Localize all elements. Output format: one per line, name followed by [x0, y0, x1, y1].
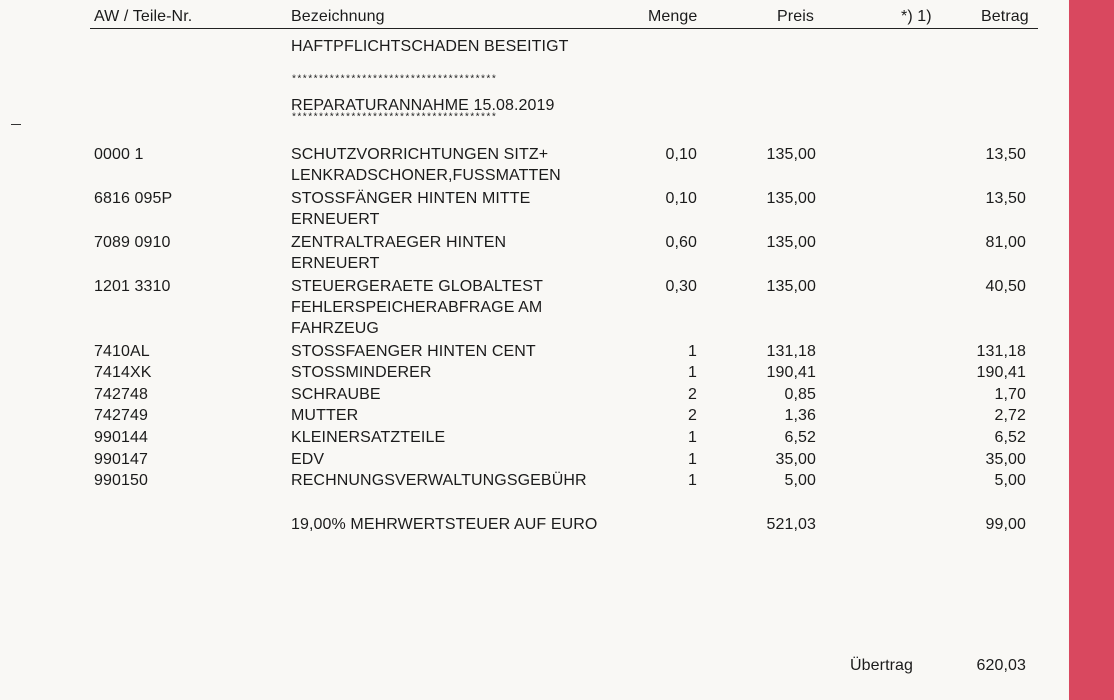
item-amount: 190,41: [976, 364, 1026, 381]
item-code: 7410AL: [94, 343, 150, 360]
item-code: 1201 3310: [94, 278, 171, 295]
header-description: Bezeichnung: [291, 8, 385, 25]
intro-line-1: HAFTPFLICHTSCHADEN BESEITIGT: [291, 38, 569, 55]
intro-stars-top: **************************************: [291, 75, 497, 86]
item-code: 990150: [94, 472, 148, 489]
tax-amount: 99,00: [985, 516, 1026, 533]
header-amount: Betrag: [981, 8, 1029, 25]
item-description-line-2: FEHLERSPEICHERABFRAGE AM: [291, 299, 543, 316]
item-price: 35,00: [775, 451, 816, 468]
item-quantity: 1: [688, 429, 697, 446]
item-price: 135,00: [766, 146, 816, 163]
intro-stars-bottom: **************************************: [291, 113, 497, 124]
item-price: 1,36: [784, 407, 816, 424]
item-description-line-1: MUTTER: [291, 407, 359, 424]
item-quantity: 2: [688, 386, 697, 403]
item-quantity: 1: [688, 364, 697, 381]
item-description-line-1: SCHRAUBE: [291, 386, 381, 403]
item-quantity: 0,10: [665, 190, 697, 207]
item-price: 5,00: [784, 472, 816, 489]
item-quantity: 0,60: [665, 234, 697, 251]
item-code: 7089 0910: [94, 234, 171, 251]
item-price: 135,00: [766, 234, 816, 251]
item-amount: 13,50: [985, 190, 1026, 207]
item-quantity: 0,10: [665, 146, 697, 163]
item-quantity: 1: [688, 451, 697, 468]
item-description-line-1: STOSSMINDERER: [291, 364, 432, 381]
item-price: 135,00: [766, 278, 816, 295]
item-price: 0,85: [784, 386, 816, 403]
header-mark: *) 1): [901, 8, 932, 25]
item-price: 190,41: [766, 364, 816, 381]
item-description-line-2: LENKRADSCHONER,FUSSMATTEN: [291, 167, 561, 184]
header-quantity: Menge: [648, 8, 698, 25]
item-code: 742748: [94, 386, 148, 403]
item-quantity: 2: [688, 407, 697, 424]
margin-mark: [11, 124, 21, 125]
item-description-line-1: SCHUTZVORRICHTUNGEN SITZ+: [291, 146, 549, 163]
item-description-line-2: ERNEUERT: [291, 255, 380, 272]
item-amount: 5,00: [994, 472, 1026, 489]
item-description-line-1: EDV: [291, 451, 325, 468]
item-code: 990144: [94, 429, 148, 446]
item-amount: 1,70: [994, 386, 1026, 403]
item-description-line-1: RECHNUNGSVERWALTUNGSGEBÜHR: [291, 472, 587, 489]
tax-base: 521,03: [766, 516, 816, 533]
item-amount: 131,18: [976, 343, 1026, 360]
item-description-line-1: STOSSFÄNGER HINTEN MITTE: [291, 190, 531, 207]
carry-amount: 620,03: [976, 657, 1026, 674]
item-amount: 6,52: [994, 429, 1026, 446]
header-rule: [90, 28, 1038, 29]
item-code: 6816 095P: [94, 190, 173, 207]
item-amount: 35,00: [985, 451, 1026, 468]
item-code: 0000 1: [94, 146, 144, 163]
item-code: 990147: [94, 451, 148, 468]
item-amount: 40,50: [985, 278, 1026, 295]
item-quantity: 1: [688, 472, 697, 489]
item-description-line-1: STOSSFAENGER HINTEN CENT: [291, 343, 536, 360]
item-description-line-3: FAHRZEUG: [291, 320, 379, 337]
item-description-line-1: ZENTRALTRAEGER HINTEN: [291, 234, 507, 251]
header-price: Preis: [777, 8, 814, 25]
item-price: 135,00: [766, 190, 816, 207]
item-code: 742749: [94, 407, 148, 424]
item-quantity: 0,30: [665, 278, 697, 295]
tax-label: 19,00% MEHRWERTSTEUER AUF EURO: [291, 516, 598, 533]
item-amount: 81,00: [985, 234, 1026, 251]
item-price: 6,52: [784, 429, 816, 446]
header-code: AW / Teile-Nr.: [94, 8, 193, 25]
item-price: 131,18: [766, 343, 816, 360]
item-amount: 2,72: [994, 407, 1026, 424]
item-description-line-2: ERNEUERT: [291, 211, 380, 228]
item-description-line-1: STEUERGERAETE GLOBALTEST: [291, 278, 543, 295]
page-edge-strip: [1069, 0, 1114, 700]
intro-line-2: REPARATURANNAHME 15.08.2019: [291, 97, 555, 114]
item-code: 7414XK: [94, 364, 152, 381]
item-amount: 13,50: [985, 146, 1026, 163]
item-description-line-1: KLEINERSATZTEILE: [291, 429, 446, 446]
item-quantity: 1: [688, 343, 697, 360]
carry-label: Übertrag: [850, 657, 914, 674]
